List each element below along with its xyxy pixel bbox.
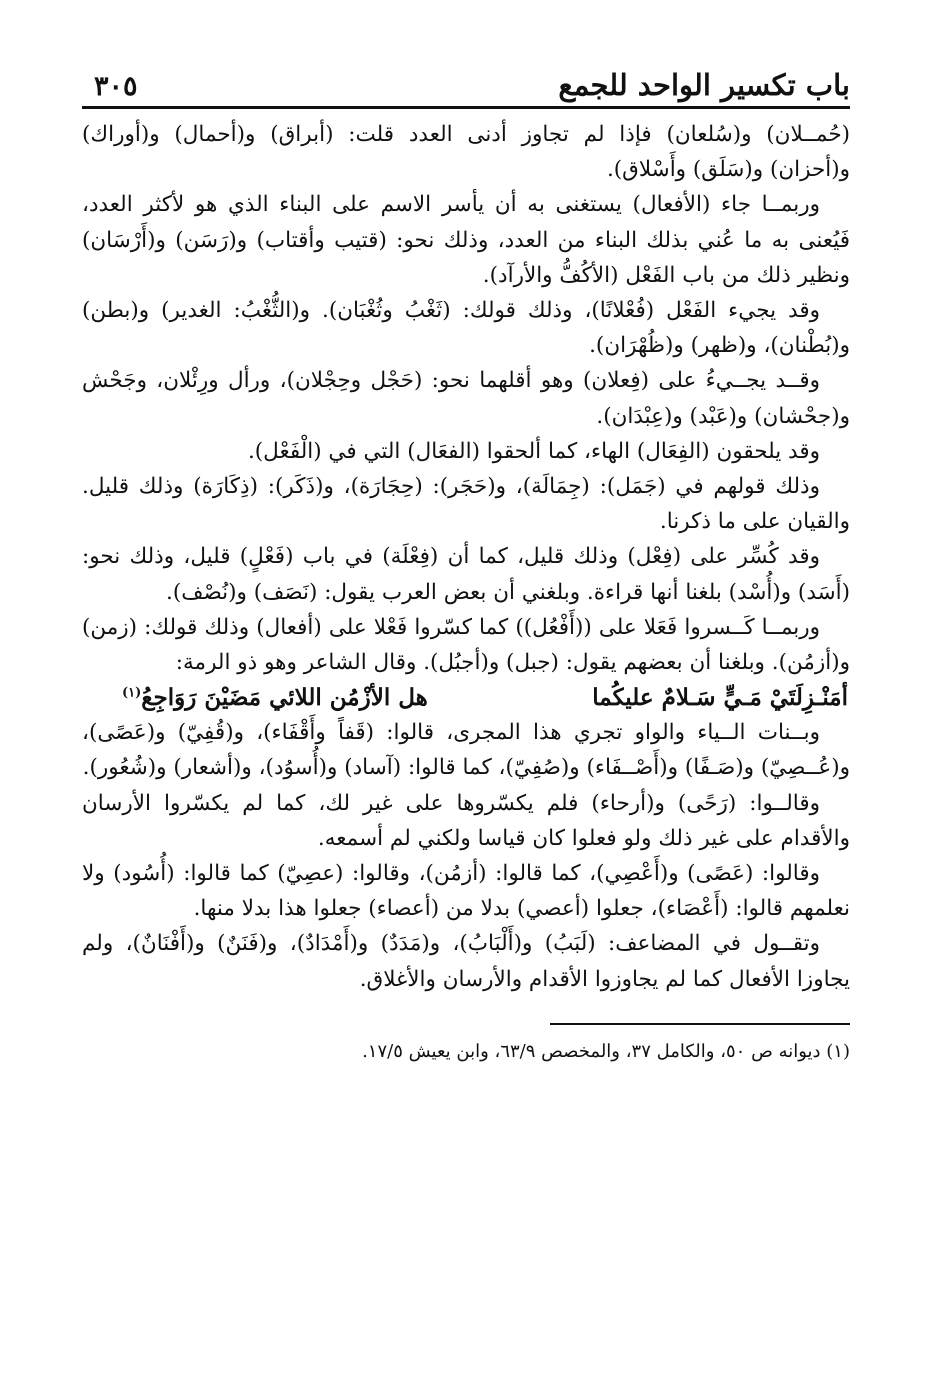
hemistich-text: أمَنْـزِلَتَيْ مَـيٍّ سَـلامٌ عليكُما: [592, 684, 848, 712]
paragraph: وتقــول في المضاعف: (لَبَبُ) و(أَلْبَابُ)، و(مَدَدٌ) و(أَمْدَادٌ)، و(فَنَنٌ) و(أَفْنَانٌ)، ولم يجاوزا الأفعال كما لم يجاوزوا الأقدام والأرسان والأغلاق.: [82, 931, 850, 992]
paragraph: وبــنات الــياء والواو تجري هذا المجرى، قالوا: (قَفاً وأَقْفَاء)، و(قُفِيّ) و(عَصًى)، و(عُــصِيّ) و(صَـفًا) و(أَصْــفَاء) و(صُفِيّ)، كما قالوا: (آساد) و(أُسوُد)، و(أشعار) و(شُعُور).: [82, 720, 850, 781]
hemistich-text: هل الأزْمُن اللائي مَضَيْنَ رَوَاجِعُ: [141, 684, 428, 712]
book-page: [82, 56, 850, 1067]
page-header: [82, 56, 850, 109]
paragraph: (حُمــلان) و(سُلعان) فإذا لم تجاوز أدنى العدد قلت: (أبراق) و(أحمال) و(أوراك) و(أحزان) و(سَلَق) وأَسْلاق).: [82, 122, 850, 183]
paragraph: وقــد يجــيءُ على (فِعلان) وهو أقلهما نحو: (حَجْل وحِجْلان)، ورأل ورِئْلان، وجَحْش و(جحْشان) و(عَبْد) و(عِبْدَان).: [82, 368, 850, 429]
footnote-divider: [550, 1023, 850, 1025]
paragraph: وذلك قولهم في (جَمَل): (جِمَالَة)، و(حَجَر): (حِجَارَة)، و(ذَكَر): (ذِكَارَة) وذلك قليل. والقيان على ما ذكرنا.: [82, 474, 850, 535]
paragraph: وقالوا: (عَصًى) و(أَعْصِي)، كما قالوا: (أزمُن)، وقالوا: (عصِيّ) كما قالوا: (أُسُود) ولا نعلمهم قالوا: (أَعْصَاء)، جعلوا (أعصي) بدلا من (أعصاء) جعلوا هذا بدلا منها.: [82, 861, 850, 922]
page-number: ٣٠٥: [94, 71, 138, 102]
main-text: [82, 117, 850, 997]
paragraph: وربمــا جاء (الأفعال) يستغنى به أن يأسر الاسم على البناء الذي هو لأكثر العدد، فَيُعنى به ما عُني بذلك البناء من العدد، وذلك نحو: (قتيب وأقتاب) و(رَسَن) و(أَرْسَان) ونظير ذلك من باب الفَعْل (الأكُفُّ والأرآد).: [82, 192, 850, 288]
verse-hemistich-first: [592, 680, 850, 715]
footnote: (١) ديوانه ص ٥٠، والكامل ٣٧، والمخصص ٦٣/٩، وابن يعيش ١٧/٥.: [362, 1040, 850, 1062]
verse-hemistich-second: [82, 680, 428, 715]
paragraph: وقد يلحقون (الفِعَال) الهاء، كما ألحقوا (الفعَال) التي في (الْفَعْل).: [247, 438, 820, 464]
paragraph: وقد يجيء الفَعْل (فُعْلانًا)، وذلك قولك: (ثَغْبُ وثُغْبَان). و(الثُّغْبُ: الغدير) و(بطن) و(بُطْنان)، و(ظهر) و(ظُهْرَان).: [82, 298, 850, 359]
footnote-reference: (١): [122, 685, 142, 701]
paragraph: وقالــوا: (رَحًى) و(أرحاء) فلم يكسّروها على غير لك، كما لم يكسّروا الأرسان والأقدام على غير ذلك ولو فعلوا كان قياسا ولكني لم أسمعه.: [82, 790, 850, 851]
paragraph: وربمــا كَــسروا فَعَلا على ((أَفْعُل)) كما كسّروا فَعْلا على (أفعال) وذلك قولك: (زمن) و(أزمُن). وبلغنا أن بعضهم يقول: (جبل) و(أجبُل). وقال الشاعر وهو ذو الرمة:: [82, 614, 850, 676]
chapter-title: باب تكسير الواحد للجمع: [558, 68, 850, 102]
paragraph: وقد كُسِّر على (فِعْل) وذلك قليل، كما أن (فِعْلَة) في باب (فَعْلٍ) قليل، وذلك نحو: (أَسَد) و(أُسْد) بلغنا أنها قراءة. وبلغني أن بعض العرب يقول: (نَصَف) و(نُصْف).: [82, 544, 850, 605]
poetry-verse: [82, 680, 850, 715]
